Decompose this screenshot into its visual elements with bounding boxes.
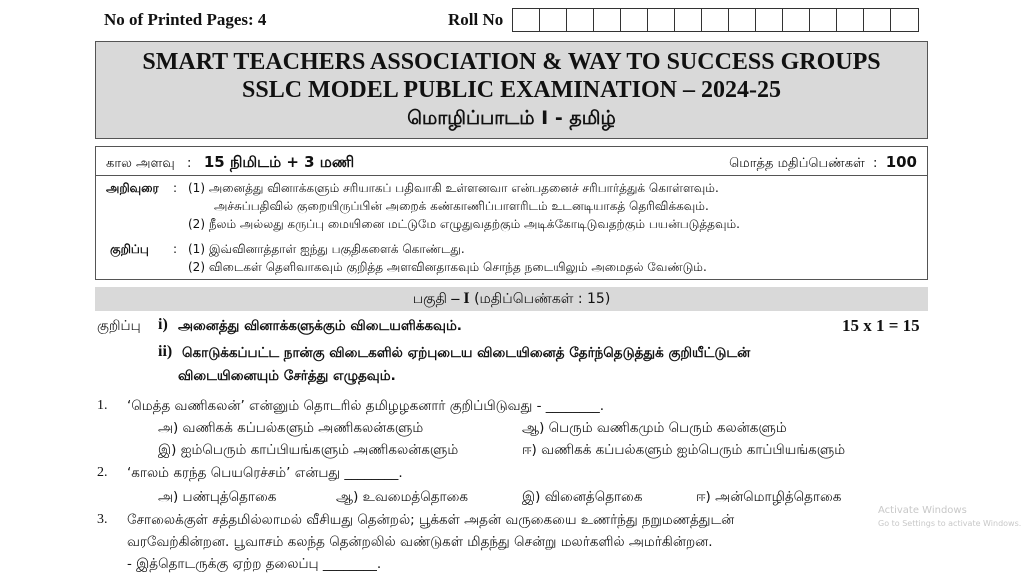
section-prefix: பகுதி bbox=[412, 291, 447, 307]
exam-header bbox=[95, 41, 928, 139]
activation-watermark-title: Activate Windows bbox=[878, 505, 967, 516]
question-2-option-d: ஈ) அன்மொழித்தொகை bbox=[696, 489, 842, 505]
note-item-2: (2) விடைகள் தெளிவாகவும் குறித்த அளவினதாகவும் சொந்த நடையிலும் அமைதல் வேண்டும். bbox=[188, 260, 707, 274]
section-note-ii-line1: கொடுக்கப்பட்ட நான்கு விடைகளில் ஏற்புடைய விடையினைத் தேர்ந்தெடுத்துக் குறியீட்டுடன் bbox=[182, 345, 751, 361]
advice-item-1-cont: அச்சுப்பதிவில் குறையிருப்பின் அறைக் கண்காணிப்பாளரிடம் உடனடியாகத் தெரிவிக்கவும். bbox=[214, 199, 709, 213]
header-title: SMART TEACHERS ASSOCIATION & WAY TO SUCCESS GROUPS bbox=[142, 49, 881, 75]
question-2-option-b: ஆ) உவமைத்தொகை bbox=[336, 489, 468, 505]
note-item-1: (1) இவ்வினாத்தாள் ஐந்து பகுதிகளைக் கொண்டது. bbox=[188, 242, 465, 256]
question-3-line3: - இத்தொடருக்கு ஏற்ற தலைப்பு ________. bbox=[127, 556, 382, 572]
note-label: குறிப்பு bbox=[110, 242, 149, 256]
activation-watermark-subtitle: Go to Settings to activate Windows. bbox=[878, 519, 1022, 528]
section-number: – I bbox=[451, 290, 470, 307]
divider bbox=[96, 175, 927, 176]
question-1-number: 1. bbox=[97, 398, 108, 413]
question-1-text: ‘மெத்த வணிகலன்’ என்னும் தொடரில் தமிழழகனார் குறிப்பிடுவது - ________. bbox=[127, 398, 605, 414]
note-colon: : bbox=[173, 242, 178, 256]
question-3-line1: சோலைக்குள் சத்தமில்லாமல் வீசியது தென்றல்; பூக்கள் அதன் வருகையை உணர்ந்து நறுமணத்துடன் bbox=[127, 512, 735, 528]
section-note-i-marker: i) bbox=[158, 316, 168, 333]
advice-item-2: (2) நீலம் அல்லது கருப்பு மையினை மட்டுமே எழுதுவதற்கும் அடிக்கோடிடுவதற்கும் பயன்படுத்தவும். bbox=[188, 217, 740, 231]
section-note-ii-line2: விடையினையும் சேர்த்து எழுதவும். bbox=[178, 368, 396, 384]
question-1-option-c: இ) ஐம்பெரும் காப்பியங்களும் அணிகலன்களும் bbox=[158, 442, 459, 458]
duration-label: கால அளவு bbox=[106, 156, 175, 171]
duration: கால அளவு : 15 நிமிடம் + 3 மணி bbox=[106, 153, 355, 171]
instructions-box bbox=[95, 146, 928, 280]
advice-item-1: (1) அனைத்து வினாக்களும் சரியாகப் பதிவாகி உள்ளனவா என்பதனைச் சரிபார்த்துக் கொள்ளவும். bbox=[188, 181, 719, 195]
section-note-label: குறிப்பு bbox=[97, 318, 141, 334]
total-marks: மொத்த மதிப்பெண்கள் : 100 bbox=[729, 153, 917, 171]
question-2-option-c: இ) வினைத்தொகை bbox=[522, 489, 643, 505]
section-header bbox=[95, 287, 928, 311]
question-1-option-b: ஆ) பெரும் வணிகமும் பெரும் கலன்களும் bbox=[522, 420, 787, 436]
advice-label: அறிவுரை bbox=[106, 181, 159, 195]
header-subject: மொழிப்பாடம் I - தமிழ் bbox=[407, 107, 616, 129]
question-2-number: 2. bbox=[97, 465, 108, 480]
advice-colon: : bbox=[173, 181, 178, 195]
marks-label: மொத்த மதிப்பெண்கள் bbox=[729, 156, 865, 171]
section-marks: (மதிப்பெண்கள் : 15) bbox=[474, 291, 611, 307]
header-subtitle: SSLC MODEL PUBLIC EXAMINATION – 2024-25 bbox=[242, 77, 781, 103]
roll-no-boxes bbox=[512, 8, 919, 32]
question-1-option-d: ஈ) வணிகக் கப்பல்களும் ஐம்பெரும் காப்பியங்களும் bbox=[522, 442, 846, 458]
section-note-ii-marker: ii) bbox=[158, 343, 173, 360]
marks-value: 100 bbox=[885, 153, 917, 171]
section-note-i-text: அனைத்து வினாக்களுக்கும் விடையளிக்கவும். bbox=[178, 318, 462, 334]
question-3-number: 3. bbox=[97, 512, 108, 527]
roll-no-label: Roll No bbox=[448, 10, 504, 29]
question-2-text: ‘காலம் கரந்த பெயரெச்சம்’ என்பது ________. bbox=[127, 465, 403, 481]
question-2-option-a: அ) பண்புத்தொகை bbox=[158, 489, 277, 505]
duration-value: 15 நிமிடம் + 3 மணி bbox=[203, 153, 355, 171]
printed-pages: No of Printed Pages: 4 bbox=[104, 10, 267, 29]
section-score: 15 x 1 = 15 bbox=[842, 316, 920, 335]
question-3-line2: வரவேற்கின்றன. பூவாசம் கலந்த தென்றலில் வண்டுகள் மிதந்து சென்று மலர்களில் அமர்கின்றன. bbox=[127, 534, 713, 550]
question-1-option-a: அ) வணிகக் கப்பல்களும் அணிகலன்களும் bbox=[158, 420, 424, 436]
